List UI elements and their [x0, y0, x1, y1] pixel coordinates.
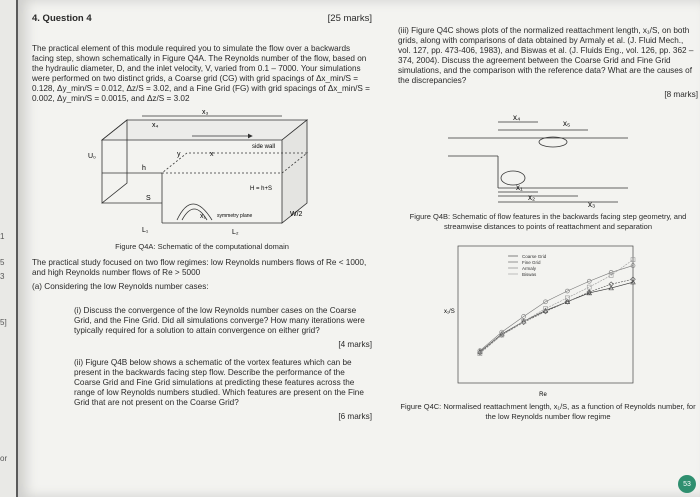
figure-q4b-caption: Figure Q4B: Schematic of flow features in the backwards facing step geometry, and streamwise distances to points of reattachment and separation	[409, 212, 687, 231]
left-column	[32, 14, 372, 430]
subquestion-i-block	[32, 306, 372, 422]
exam-page	[18, 0, 700, 497]
adjacent-page-edge	[0, 0, 16, 497]
question-title: 4. Question 4	[32, 13, 92, 24]
x-axis-label: Re	[539, 392, 547, 398]
right-column	[398, 26, 698, 428]
part-a: (a) Considering the low Reynolds number cases:	[32, 282, 209, 291]
label-y: y	[177, 151, 181, 158]
label-inlet: U₀	[88, 153, 96, 160]
study-text: The practical study focused on two flow regimes: low Reynolds numbers flows of Re < 1000, and high Reynolds number flows of Re > 5000	[32, 258, 367, 277]
subquestion-ii-marks: [6 marks]	[338, 412, 372, 421]
series-line	[480, 266, 633, 351]
edge-mark-1: 1	[0, 232, 5, 241]
flow-features-schematic	[438, 108, 638, 208]
edge-mark-3: 3	[0, 272, 5, 281]
legend-label: Armaly	[522, 266, 537, 271]
subquestion-ii: (ii) Figure Q4B below shows a schematic of the vortex features which can be present in the backwards facing step flow. Describe the performance of the Coarse Grid and Fine Grid simulations at predicting these features across the range of low Reynolds numbers studied. Which features are present on the Fine Grid that are not present on the Coarse Grid?	[74, 358, 364, 407]
subquestion-i-marks: [4 marks]	[338, 340, 372, 349]
label-x4: x₄	[152, 122, 159, 129]
page-badge[interactable]: 53	[678, 475, 696, 493]
label-x3: x₃	[588, 200, 596, 208]
figure-q4c	[438, 238, 648, 398]
series-line	[480, 282, 633, 351]
label-l1: L₁	[142, 227, 149, 234]
label-x1: x₁	[200, 213, 206, 220]
subquestion-i: (i) Discuss the convergence of the low Reynolds number cases on the Coarse Grid, and the Fine Grid. Did all simulations converge? How many iterations were typically required for a solution to attain convergence on either grid?	[74, 306, 365, 335]
data-point	[587, 285, 591, 289]
label-w2: W/2	[290, 211, 303, 218]
question-header	[32, 14, 372, 24]
subquestion-iii-marks: [8 marks]	[664, 90, 698, 99]
question-intro: The practical element of this module required you to simulate the flow over a backwards facing step, shown schematically in Figure Q4A. The Reynolds number of the flow, based on the hydraulic diameter, D, and the inlet velocity, V, varied from 0.1 – 7000. Your simulations were performed on two distinct grids, a Coarse grid (CG) with grid spacings of Δx_min/S = 0.128, Δy_min/S = 0.012, Δz/S = 3.02, and a Fine Grid (FG) with grid spacings of Δx_min/S = 0.002, Δy_min/S = 0.0015, and Δz/S = 3.02	[32, 44, 370, 103]
label-s: S	[146, 195, 151, 202]
legend-label: Coarse Grid	[522, 254, 547, 259]
figure-q4a-caption: Figure Q4A: Schematic of the computational domain	[115, 242, 289, 251]
figure-q4c-caption: Figure Q4C: Normalised reattachment length, x₁/S, as a function of Reynolds number, for the low Reynolds number flow regime	[400, 402, 696, 421]
figure-q4a	[82, 108, 322, 238]
label-x5: x₅	[563, 119, 571, 128]
domain-schematic	[82, 108, 322, 238]
label-side-wall: side wall	[252, 144, 276, 150]
edge-mark-5: or	[0, 454, 8, 463]
legend-label: Fine Grid	[522, 260, 541, 265]
edge-mark-2: 5	[0, 258, 5, 267]
label-x: x	[210, 151, 214, 158]
label-x4: x₄	[513, 113, 521, 122]
label-height: H = h+S	[250, 186, 273, 192]
y-axis-label: x₁/S	[444, 309, 455, 315]
question-marks: [25 marks]	[327, 13, 372, 24]
legend-label: Biswas	[522, 272, 537, 277]
label-x1: x₁	[516, 183, 523, 192]
label-x2: x₂	[528, 193, 536, 202]
label-h: h	[142, 165, 146, 172]
reattachment-chart	[438, 238, 648, 398]
label-x3: x₃	[202, 109, 209, 116]
figure-q4b	[438, 108, 638, 208]
label-l2: L₂	[232, 229, 239, 236]
edge-mark-4: 5]	[0, 318, 7, 327]
label-symmetry: symmetry plane	[217, 213, 253, 219]
series-line	[480, 279, 633, 352]
plot-frame	[458, 246, 633, 383]
subquestion-iii: (iii) Figure Q4C shows plots of the normalized reattachment length, x₁/S, on both grids, along with comparisons of data obtained by Armaly et al. (J. Fluid Mech., vol. 127, pp. 473-406, 1983), and Biswas et al. (J. Fluids Eng., vol. 126, pp. 362 – 374, 2004). Discuss the agreement between the Coarse Grid and Fine Grid simulations, and the comparison with the reference data? What are the causes of the discrepancies?	[398, 26, 694, 85]
